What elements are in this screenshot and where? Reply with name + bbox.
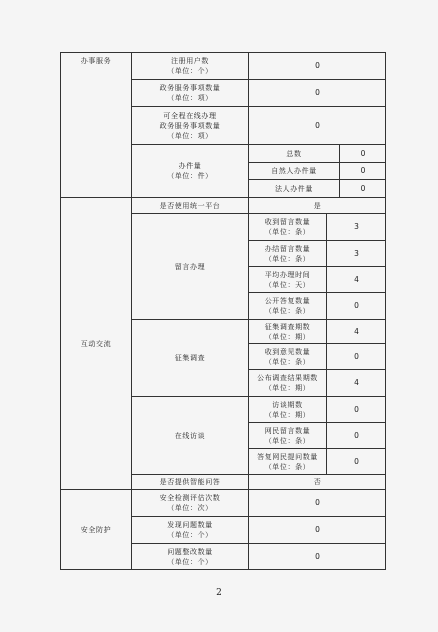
row-registered-users-value: 0 (248, 52, 386, 79)
row-registered-users-label (131, 52, 248, 79)
section-service-label: 办事服务 (80, 57, 112, 65)
interview-questions-value: 0 (326, 422, 386, 448)
interview-issues-label (248, 396, 326, 422)
table-bottom-border (60, 569, 386, 570)
label-text: 政务服务事项数量 (159, 121, 221, 130)
section-security-label: 安全防护 (80, 526, 112, 534)
label-text: 公布调查结果期数 (257, 374, 318, 382)
evaluations-value: 0 (248, 489, 386, 516)
label-text: 收到留言数量 (264, 218, 311, 226)
label-text: 收到意见数量 (264, 347, 311, 356)
label-text: 平均办理时间 (264, 270, 311, 279)
smart-qa-value: 否 (248, 474, 386, 489)
unit-text: （单位：条） (264, 254, 311, 263)
label-text: 问题整改数量 (167, 548, 213, 556)
survey-results-label (248, 369, 326, 396)
section-security (60, 489, 131, 570)
unit-text: （单位：天） (264, 280, 311, 289)
label-text: 答复网民提问数量 (257, 452, 318, 461)
unit-text: （单位：次） (167, 504, 213, 512)
interview-answers-label (248, 448, 326, 474)
survey-label: 征集调查 (131, 319, 248, 396)
survey-opinions-value: 0 (326, 343, 386, 369)
label-text: 办件量 (178, 162, 202, 170)
unit-text: （单位：期） (264, 332, 311, 341)
unit-text: （单位：条） (264, 436, 311, 445)
unit-text: （单位：项） (167, 131, 213, 140)
unit-text: （单位：条） (264, 357, 311, 366)
messages-label: 留言办理 (131, 213, 248, 319)
messages-received-value: 3 (326, 213, 386, 240)
table-right-border (385, 52, 386, 570)
evaluations-label (131, 489, 248, 516)
unit-text: （单位：个） (167, 67, 213, 75)
messages-handled-label (248, 240, 326, 266)
page-number: 2 (216, 588, 222, 598)
label-text: 注册用户数 (171, 57, 209, 65)
label-text: 访谈期数 (272, 400, 303, 409)
messages-public-replies-value: 0 (326, 292, 386, 319)
row-online-items-value: 0 (248, 106, 386, 144)
unit-text: （单位：个） (167, 531, 213, 539)
row-workload-label (131, 144, 248, 197)
fixes-label (131, 543, 248, 570)
label-text: 公开答复数量 (264, 297, 311, 305)
messages-avg-time-value: 4 (326, 266, 386, 292)
messages-received-label (248, 213, 326, 240)
workload-natural-label: 自然人办件量 (248, 162, 339, 179)
unit-text: （单位：条） (264, 307, 311, 315)
workload-legal-label: 法人办件量 (248, 179, 339, 197)
fixes-value: 0 (248, 543, 386, 570)
workload-total-label: 总数 (248, 144, 339, 162)
label-text: 安全检测评估次数 (159, 494, 221, 502)
unit-text: （单位：件） (167, 172, 213, 180)
section-interaction-label: 互动交流 (80, 339, 112, 348)
statistics-table (60, 52, 386, 570)
row-online-items-label (131, 106, 248, 144)
unit-text: （单位：个） (167, 558, 213, 566)
label-text: 网民留言数量 (264, 426, 311, 435)
unit-text: （单位：期） (264, 384, 311, 392)
messages-avg-time-label (248, 266, 326, 292)
unit-text: （单位：条） (264, 462, 311, 471)
label-text: 征集调查期数 (264, 322, 311, 331)
survey-opinions-label (248, 343, 326, 369)
workload-natural-value: 0 (339, 162, 386, 179)
interview-answers-value: 0 (326, 448, 386, 474)
survey-issues-label (248, 319, 326, 343)
unified-platform-label: 是否使用统一平台 (131, 197, 248, 213)
unit-text: （单位：期） (264, 410, 311, 419)
smart-qa-label: 是否提供智能问答 (131, 474, 248, 489)
label-text: 可全程在线办理 (163, 111, 217, 120)
problems-label (131, 516, 248, 543)
label-text: 政务服务事项数量 (159, 84, 221, 92)
section-service (60, 52, 131, 197)
unit-text: （单位：条） (264, 228, 311, 236)
interview-questions-label (248, 422, 326, 448)
row-service-items-value: 0 (248, 79, 386, 106)
unit-text: （单位：项） (167, 94, 213, 102)
messages-public-replies-label (248, 292, 326, 319)
interview-issues-value: 0 (326, 396, 386, 422)
messages-handled-value: 3 (326, 240, 386, 266)
unified-platform-value: 是 (248, 197, 386, 213)
row-service-items-label (131, 79, 248, 106)
problems-value: 0 (248, 516, 386, 543)
survey-issues-value: 4 (326, 319, 386, 343)
label-text: 发现问题数量 (167, 521, 213, 529)
workload-total-value: 0 (339, 144, 386, 162)
interview-label: 在线访谈 (131, 396, 248, 474)
survey-results-value: 4 (326, 369, 386, 396)
workload-legal-value: 0 (339, 179, 386, 197)
label-text: 办结留言数量 (264, 244, 311, 253)
section-interaction (60, 197, 131, 489)
